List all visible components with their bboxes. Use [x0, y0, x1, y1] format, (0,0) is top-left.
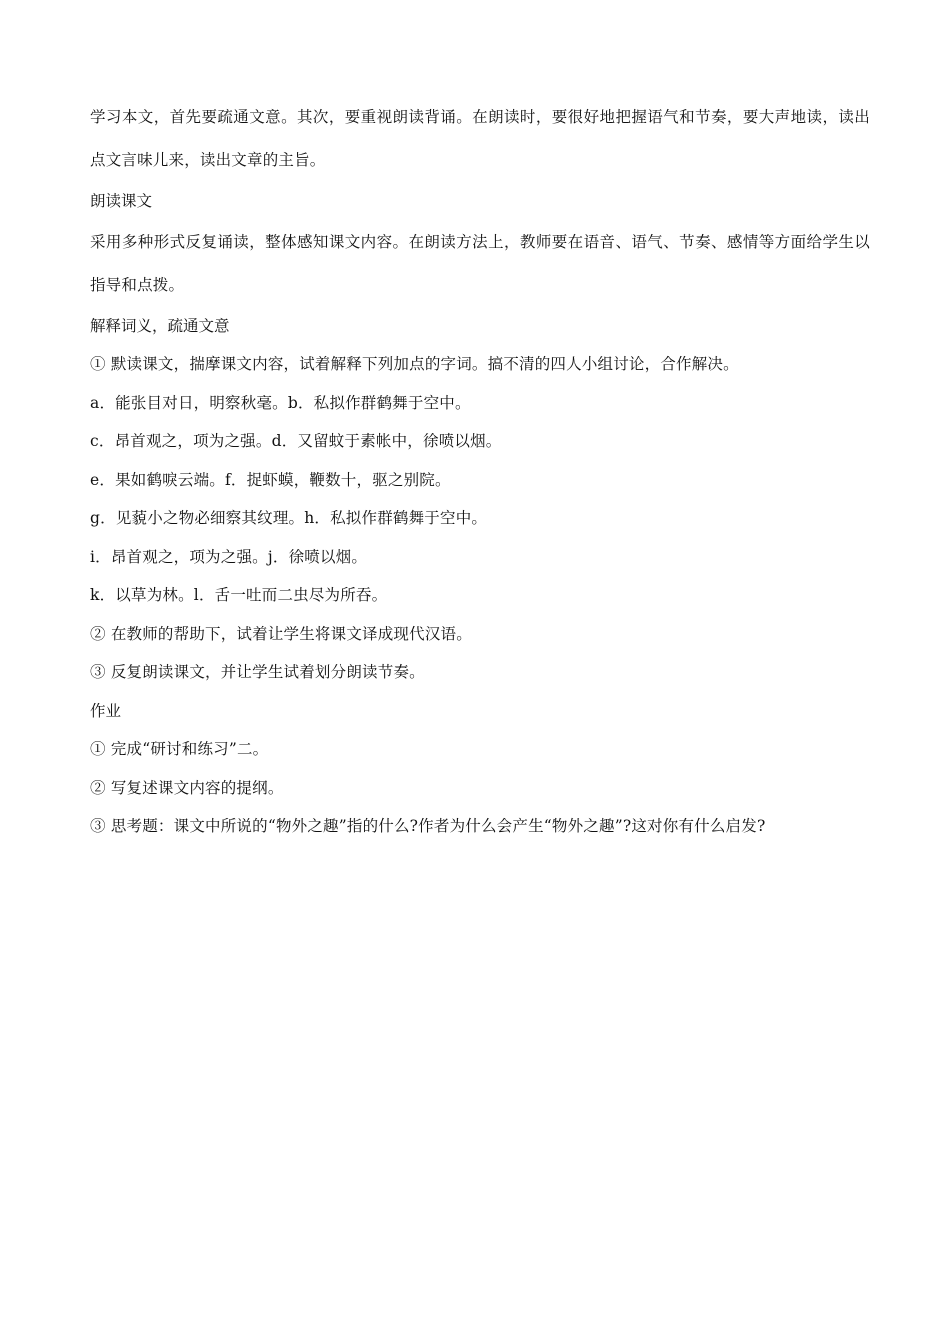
explain-item-2: ② 在教师的帮助下，试着让学生将课文译成现代汉语。 — [90, 624, 472, 643]
homework-item-3: ③ 思考题：课文中所说的“物外之趣”指的什么?作者为什么会产生“物外之趣”?这对你有什么启发? — [90, 817, 766, 835]
explain-item-ab: a．能张目对日，明察秋毫。b．私拟作群鹤舞于空中。 — [90, 393, 471, 412]
homework-item-1: ① 完成“研讨和练习”二。 — [90, 740, 269, 758]
homework-item-2: ② 写复述课文内容的提纲。 — [90, 778, 284, 797]
read-aloud-paragraph: 采用多种形式反复诵读，整体感知课文内容。在朗读方法上，教师要在语音、语气、节奏、感情等方面给学生以指导和点拨。 — [90, 232, 870, 294]
explain-item-ef: e．果如鹤唳云端。f．捉虾蟆，鞭数十，驱之别院。 — [90, 470, 451, 489]
heading-read-aloud: 朗读课文 — [90, 192, 153, 210]
heading-homework: 作业 — [90, 701, 122, 720]
heading-explain: 解释词义，疏通文意 — [90, 316, 230, 335]
explain-item-ij: i．昂首观之，项为之强。j．徐喷以烟。 — [90, 547, 368, 566]
explain-item-gh: g．见藐小之物必细察其纹理。h．私拟作群鹤舞于空中。 — [90, 509, 488, 527]
intro-paragraph: 学习本文，首先要疏通文意。其次，要重视朗读背诵。在朗读时，要很好地把握语气和节奏，要大声地读，读出点文言味儿来，读出文章的主旨。 — [90, 108, 870, 169]
explain-item-cd: c．昂首观之，项为之强。d．又留蚊于素帐中，徐喷以烟。 — [90, 432, 502, 450]
explain-item-kl: k．以草为林。l．舌一吐而二虫尽为所吞。 — [90, 586, 388, 604]
explain-item-1: ① 默读课文，揣摩课文内容，试着解释下列加点的字词。搞不清的四人小组讨论，合作解决。 — [90, 355, 739, 373]
explain-item-3: ③ 反复朗读课文，并让学生试着划分朗读节奏。 — [90, 663, 425, 681]
document-page — [90, 96, 870, 846]
